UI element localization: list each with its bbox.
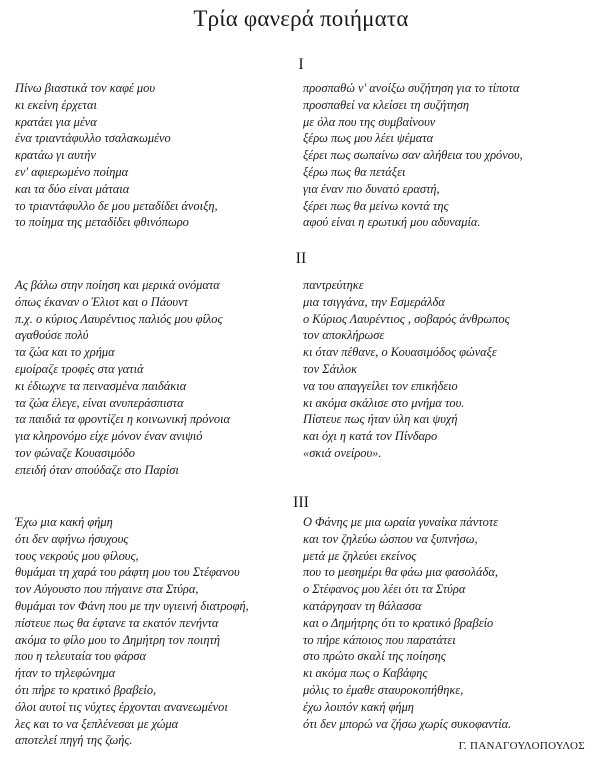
poem-line: το ποίημα της μεταδίδει φθινόπωρο xyxy=(15,215,189,230)
poem-line: επειδή όταν σπούδαζε στο Παρίσι xyxy=(15,462,179,477)
poem-line: που το μεσημέρι θα φάω μια φασολάδα, xyxy=(303,565,498,580)
poem-line: και τον ζηλεύω ώσπου να ξυπνήσω, xyxy=(303,531,478,546)
poem-line: κι όταν πέθανε, ο Κουασιμόδος φώναξε xyxy=(303,345,497,360)
poem-line: παντρεύτηκε xyxy=(303,278,364,292)
poem-line: όπως έκαναν ο Έλιοτ και ο Πάουντ xyxy=(15,294,189,309)
poem-line: θυμάμαι τη χαρά του ράφτη μου του Στέφανου xyxy=(15,565,240,580)
poem-line: να του απαγγείλει τον επικήδειο xyxy=(303,378,458,393)
poem-line: ότι δεν μπορώ να ζήσω χωρίς συκοφαντία. xyxy=(303,716,512,731)
poem-line: ακόμα το φίλο μου το Δημήτρη τον ποιητή xyxy=(15,632,221,647)
poem-line: Ας βάλω στην ποίηση και μερικά ονόματα xyxy=(15,278,220,292)
poem-line: ξέρω πως θα πετάξει xyxy=(303,164,406,179)
poem-line: τα ζώα και το χρήμα xyxy=(15,345,115,360)
poem-line: με όλα που της συμβαίνουν xyxy=(303,114,436,129)
poem-line: το τριαντάφυλλο δε μου μεταδίδει άνοιξη, xyxy=(15,198,218,213)
poem-line: «σκιά ονείρου». xyxy=(303,445,382,460)
section-2-left-column xyxy=(15,277,230,479)
poem-line: ένα τριαντάφυλλο τσαλακωμένο xyxy=(15,131,171,146)
poem-line: τον φώναζε Κουασιμόδο xyxy=(15,445,135,460)
poem-line: κρατάω γι αυτήν xyxy=(15,148,96,163)
poem-line: τον Σάιλοκ xyxy=(303,361,358,376)
poem-line: θυμάμαι τον Φάνη που με την υγιεινή διατροφή, xyxy=(15,598,249,613)
poem-line: ότι δεν αφήνω ήσυχους xyxy=(15,531,129,546)
poem-line: αφού είναι η ερωτική μου αδυναμία. xyxy=(303,215,481,230)
poem-line: και όχι η κατά τον Πίνδαρο xyxy=(303,429,438,444)
poem-line: όλοι αυτοί τις νύχτες έρχονται ανανεωμένοι xyxy=(15,699,228,714)
poem-line: κι ακόμα πως ο Καβάφης xyxy=(303,666,428,681)
poem-line: μόλις το έμαθε σταυροκοπήθηκε, xyxy=(303,682,464,697)
poem-line: π.χ. ο κύριος Λαυρέντιος παλιός μου φίλος xyxy=(15,311,223,326)
author-signature: Γ. ΠΑΝΑΓΟΥΛΟΠΟΥΛΟΣ xyxy=(458,740,585,752)
poem-line: και τα δύο είναι μάταια xyxy=(15,181,130,196)
poem-line: τα παιδιά τα φροντίζει η κοινωνική πρόνοια xyxy=(15,412,231,427)
section-1-right-column xyxy=(303,80,523,231)
poem-line: τα ζώα έλεγε, είναι ανυπεράσπιστα xyxy=(15,395,184,410)
poem-line: που η τελευταία του φάρσα xyxy=(15,649,147,664)
section-numeral-1: I xyxy=(298,56,304,73)
poem-line: τον Αύγουστο που πήγαινε στα Στύρα, xyxy=(15,582,199,597)
poem-line: στο πρώτο σκαλί της ποίησης xyxy=(303,649,446,664)
poem-line: κρατάει για μένα xyxy=(15,114,97,129)
poem-line: αγαθούσε πολύ xyxy=(15,328,89,343)
poem-line: λες και το να ξεπλένεσαι με χώμα xyxy=(15,716,179,731)
poem-line: κι ακόμα σκάλισε στο μνήμα του. xyxy=(303,395,465,410)
section-3-right-column xyxy=(303,514,511,732)
poem-line: ξέρει πως σωπαίνω σαν αλήθεια του χρόνου, xyxy=(303,148,523,163)
poem-line: προσπαθεί να κλείσει τη συζήτηση xyxy=(303,97,470,112)
poem-title: Τρία φανερά ποιήματα xyxy=(193,6,409,31)
poem-line: τους νεκρούς μου φίλους, xyxy=(15,548,139,563)
poem-line: το πήρε κάποιος που παρατάτει xyxy=(303,632,456,647)
poem-line: Έχω μια κακή φήμη xyxy=(15,515,113,529)
section-1-left-column xyxy=(15,80,218,231)
poem-line: Πίνω βιαστικά τον καφέ μου xyxy=(15,81,156,95)
poem-line: κατάργησαν τη θάλασσα xyxy=(303,598,422,613)
section-2-right-column xyxy=(303,277,510,462)
poem-line: Ο Φάνης με μια ωραία γυναίκα πάντοτε xyxy=(303,515,499,529)
poem-line: πίστευε πως θα έφτανε τα εκατόν πενήντα xyxy=(15,615,219,630)
poem-line: ότι πήρε το κρατικό βραβείο, xyxy=(15,682,157,697)
poem-line: κι εκείνη έρχεται xyxy=(15,97,97,112)
poem-line: ήταν το τηλεφώνημα xyxy=(15,666,116,681)
poem-line: έχω λοιπόν κακή φήμη xyxy=(303,699,414,714)
poem-line: για έναν πιο δυνατό εραστή, xyxy=(303,181,440,196)
poem-line: εν' αφιερωμένο ποίημα xyxy=(15,164,129,179)
poem-line: για κληρονόμο είχε μόνον έναν ανιψιό xyxy=(15,429,203,444)
poem-line: ξέρει πως θα μείνω κοντά της xyxy=(303,198,449,213)
poem-line: ο Στέφανος μου λέει ότι τα Στύρα xyxy=(303,582,466,597)
poem-line: τον αποκλήρωσε xyxy=(303,328,385,343)
poem-line: ο Κύριος Λαυρέντιος , σοβαρός άνθρωπος xyxy=(303,311,510,326)
poem-line: και ο Δημήτρης ότι το κρατικό βραβείο xyxy=(303,615,494,630)
section-3-left-column xyxy=(15,514,249,749)
poem-line: εμοίραζε τροφές στα γατιά xyxy=(15,361,144,376)
poem-line: κι έδιωχνε τα πεινασμένα παιδάκια xyxy=(15,378,187,393)
poem-line: αποτελεί πηγή της ζωής. xyxy=(15,733,133,748)
poem-line: προσπαθώ ν' ανοίξω συζήτηση για το τίποτα xyxy=(303,81,520,95)
poem-line: μετά με ζηλεύει εκείνος xyxy=(303,548,417,563)
poem-line: Πίστευε πως ήταν ύλη και ψυχή xyxy=(303,412,458,427)
poem-line: μια τσιγγάνα, την Εσμεράλδα xyxy=(303,294,445,309)
section-numeral-2: II xyxy=(295,250,307,267)
poem-line: ξέρω πως μου λέει ψέματα xyxy=(303,131,434,146)
section-numeral-3: III xyxy=(293,494,309,511)
